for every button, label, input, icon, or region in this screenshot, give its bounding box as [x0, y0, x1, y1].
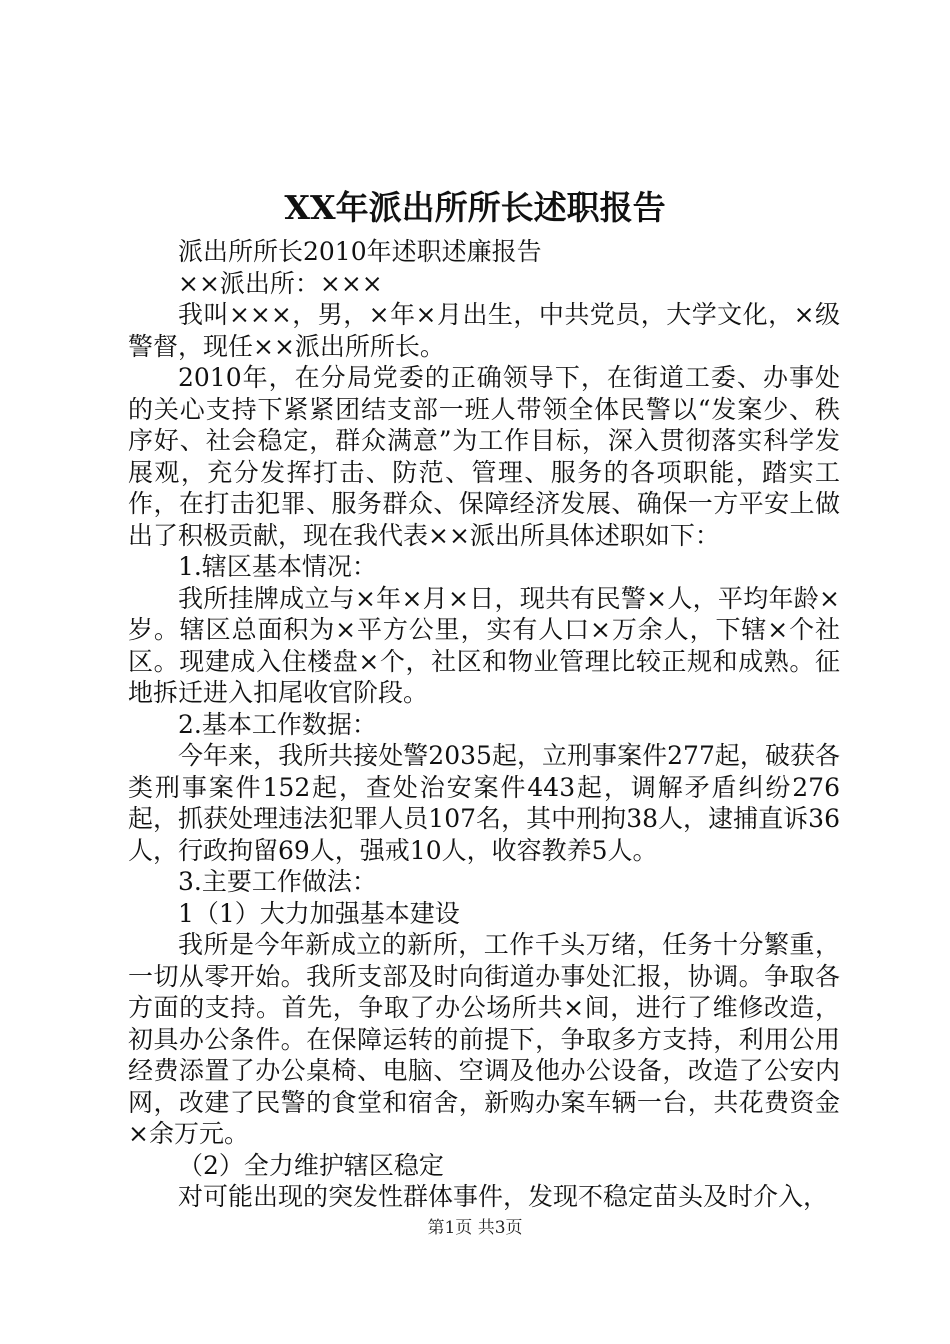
paragraph-infrastructure: 我所是今年新成立的新所，工作千头万绪，任务十分繁重，一切从零开始。我所支部及时向街道办事处汇报，协调。争取各方面的支持。首先，争取了办公场所共×间，进行了维修改造，初具办公条件。在保障运转的前提下，争取多方支持，利用公用经费添置了办公桌椅、电脑、空调及他办公设备，改造了公安内网，改建了民警的食堂和宿舍，新购办案车辆一台，共花费资金×余万元。 [128, 930, 840, 1148]
section-heading-2: 2.基本工作数据： [178, 709, 377, 739]
paragraph-self-intro: 我叫×××，男，×年×月出生，中共党员，大学文化，×级警督，现任××派出所所长。 [128, 300, 840, 361]
subsection-heading-1: 1（1）大力加强基本建设 [178, 898, 460, 928]
subsection-heading-2: （2）全力维护辖区稳定 [178, 1150, 444, 1180]
paragraph-subtitle: 派出所所长2010年述职述廉报告 [178, 237, 542, 266]
section-heading-3: 3.主要工作做法： [178, 867, 377, 896]
paragraph-work-data: 今年来，我所共接处警2035起，立刑事案件277起，破获各类刑事案件152起，查处治安案件443起，调解矛盾纠纷276起，抓获处理违法犯罪人员107名，其中刑拘38人，逮捕直诉36人，行政拘留69人，强戒10人，收容教养5人。 [128, 741, 840, 865]
paragraph-district-info: 我所挂牌成立与×年×月×日，现共有民警×人，平均年龄×岁。辖区总面积为×平方公里，实有人口×万余人，下辖×个社区。现建成入住楼盘×个，社区和物业管理比较正规和成熟。征地拆迁进入扣尾收官阶段。 [128, 583, 840, 707]
document-body [128, 236, 840, 1213]
section-heading-1: 1.辖区基本情况： [178, 552, 377, 581]
paragraph-stability: 对可能出现的突发性群体事件，发现不稳定苗头及时介入， [178, 1182, 829, 1211]
paragraph-overview: 2010年，在分局党委的正确领导下，在街道工委、办事处的关心支持下紧紧团结支部一班人带领全体民警以“发案少、秩序好、社会稳定，群众满意”为工作目标，深入贯彻落实科学发展观，充分发挥打击、防范、管理、服务的各项职能，踏实工作，在打击犯罪、服务群众、保障经济发展、确保一方平安上做出了积极贡献，现在我代表××派出所具体述职如下： [128, 363, 840, 550]
document-title: XX年派出所所长述职报告 [284, 188, 666, 227]
page-footer: 第1页 共3页 [427, 1218, 523, 1238]
paragraph-author: ××派出所：××× [178, 268, 383, 298]
